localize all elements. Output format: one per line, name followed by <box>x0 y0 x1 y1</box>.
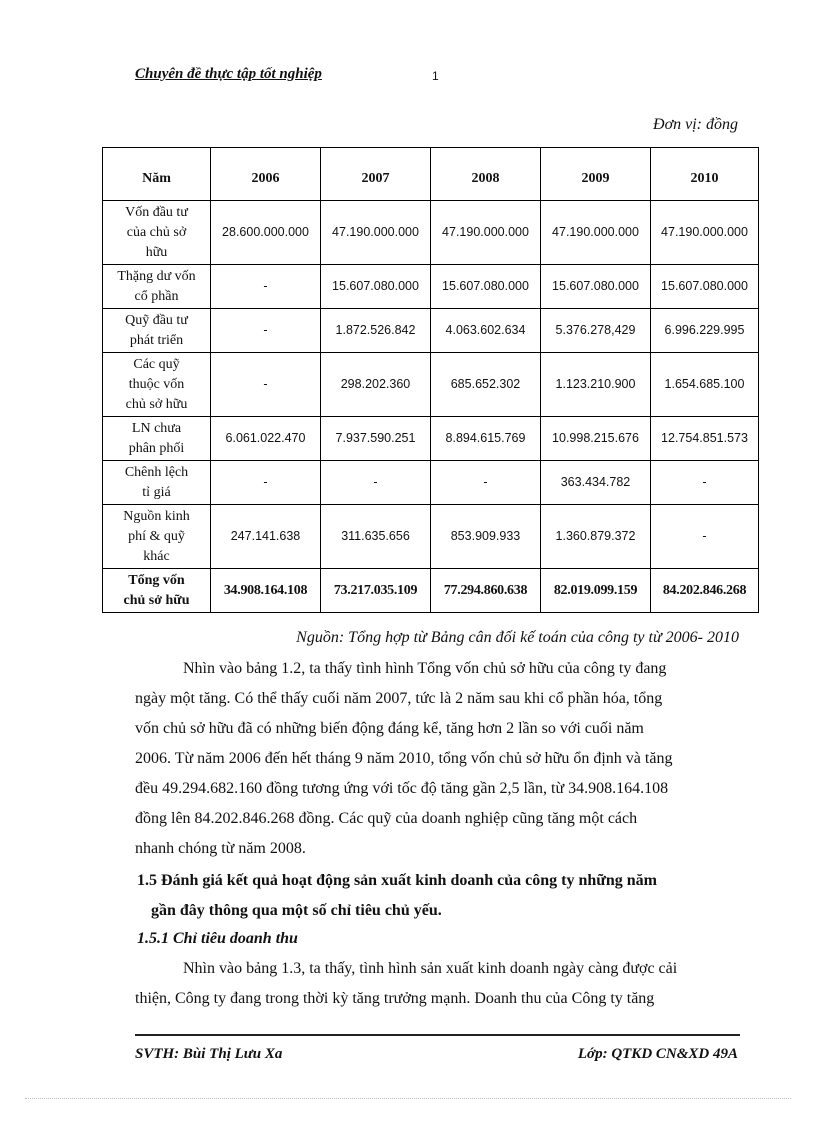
unit-label: Đơn vị: đồng <box>653 116 738 133</box>
row-label: Các quỹ thuộc vốn chủ sở hữu <box>103 353 211 417</box>
footer-divider <box>135 1034 740 1036</box>
header-year: 2009 <box>541 148 651 201</box>
table-cell: 363.434.782 <box>541 461 651 505</box>
table-cell: 7.937.590.251 <box>321 417 431 461</box>
table-cell: - <box>211 265 321 309</box>
table-cell: 47.190.000.000 <box>321 201 431 265</box>
table-cell: 34.908.164.108 <box>211 569 321 613</box>
row-label: LN chưa phân phối <box>103 417 211 461</box>
table-row <box>103 417 759 461</box>
table-cell: 853.909.933 <box>431 505 541 569</box>
table-cell: 15.607.080.000 <box>651 265 759 309</box>
table-cell: - <box>211 309 321 353</box>
table-cell: 8.894.615.769 <box>431 417 541 461</box>
table-total-row <box>103 569 759 613</box>
paragraph-equity-analysis: Nhìn vào bảng 1.2, ta thấy tình hình Tổng vốn chủ sở hữu của công ty đang ngày một tăng. Có thể thấy cuối năm 2007, tức là 2 năm sau khi cổ phần hóa, tổng vốn chủ sở hữu đã có những biến động đáng kể, tăng hơn 2 lần so với cuối năm 2006. Từ năm 2006 đến hết tháng 9 năm 2010, tổng vốn chủ sở hữu ổn định và tăng đều 49.294.682.160 đồng tương ứng với tốc độ tăng gần 2,5 lần, từ 34.908.164.108 đồng lên 84.202.846.268 đồng. Các quỹ của doanh nghiệp cũng tăng một cách nhanh chóng từ năm 2008. <box>135 660 673 857</box>
table-cell: 4.063.602.634 <box>431 309 541 353</box>
table-header-row <box>103 148 759 201</box>
table-cell: - <box>211 353 321 417</box>
table-cell: 15.607.080.000 <box>431 265 541 309</box>
page-bottom-divider <box>25 1098 791 1099</box>
table-cell: 77.294.860.638 <box>431 569 541 613</box>
row-label: Thặng dư vốn cổ phần <box>103 265 211 309</box>
table-row <box>103 505 759 569</box>
table-cell: 685.652.302 <box>431 353 541 417</box>
table-row <box>103 461 759 505</box>
row-label: Chênh lệch tỉ giá <box>103 461 211 505</box>
table-row <box>103 201 759 265</box>
table-row <box>103 265 759 309</box>
table-cell: 1.872.526.842 <box>321 309 431 353</box>
table-cell: 1.654.685.100 <box>651 353 759 417</box>
row-label: Nguồn kinh phí & quỹ khác <box>103 505 211 569</box>
paragraph-revenue: Nhìn vào bảng 1.3, ta thấy, tình hình sản xuất kinh doanh ngày càng được cải thiện, Công ty đang trong thời kỳ tăng trưởng mạnh. Doanh thu của Công ty tăng <box>135 960 678 1007</box>
table-row <box>103 353 759 417</box>
table-cell: 47.190.000.000 <box>431 201 541 265</box>
table-cell: - <box>651 461 759 505</box>
table-cell: 47.190.000.000 <box>651 201 759 265</box>
table-source-note: Nguồn: Tổng hợp từ Bảng cân đối kế toán của công ty từ 2006- 2010 <box>296 629 739 646</box>
subsection-heading: 1.5.1 Chỉ tiêu doanh thu <box>137 930 298 947</box>
table-cell: 12.754.851.573 <box>651 417 759 461</box>
page-header <box>135 66 740 88</box>
table-cell: 298.202.360 <box>321 353 431 417</box>
table-cell: 73.217.035.109 <box>321 569 431 613</box>
table-cell: 311.635.656 <box>321 505 431 569</box>
table-cell: 10.998.215.676 <box>541 417 651 461</box>
table-cell: 1.360.879.372 <box>541 505 651 569</box>
table-row <box>103 309 759 353</box>
document-title: Chuyên đề thực tập tốt nghiệp <box>135 66 322 82</box>
table-cell: 47.190.000.000 <box>541 201 651 265</box>
table-cell: 6.996.229.995 <box>651 309 759 353</box>
header-year: 2010 <box>651 148 759 201</box>
table-cell: 84.202.846.268 <box>651 569 759 613</box>
table-cell: 247.141.638 <box>211 505 321 569</box>
table-cell: - <box>431 461 541 505</box>
table-cell: - <box>321 461 431 505</box>
table-cell: 5.376.278,429 <box>541 309 651 353</box>
row-label: Tổng vốn chủ sở hữu <box>103 569 211 613</box>
header-year-label: Năm <box>103 148 211 201</box>
footer-class: Lớp: QTKD CN&XD 49A <box>577 1046 738 1062</box>
page-number: 1 <box>432 69 439 83</box>
table-cell: 28.600.000.000 <box>211 201 321 265</box>
section-heading: 1.5 Đánh giá kết quả hoạt động sản xuất kinh doanh của công ty những năm gần đây thông qua một số chỉ tiêu chủ yếu. <box>137 872 657 919</box>
row-label: Quỹ đầu tư phát triển <box>103 309 211 353</box>
row-label: Vốn đầu tư của chủ sở hữu <box>103 201 211 265</box>
table-cell: 15.607.080.000 <box>321 265 431 309</box>
table-cell: 1.123.210.900 <box>541 353 651 417</box>
footer-student: SVTH: Bùi Thị Lưu Xa <box>135 1046 283 1062</box>
equity-table <box>102 147 759 613</box>
header-year: 2007 <box>321 148 431 201</box>
table-cell: 82.019.099.159 <box>541 569 651 613</box>
header-year: 2006 <box>211 148 321 201</box>
table-cell: 15.607.080.000 <box>541 265 651 309</box>
table-cell: - <box>651 505 759 569</box>
header-year: 2008 <box>431 148 541 201</box>
table-cell: 6.061.022.470 <box>211 417 321 461</box>
table-cell: - <box>211 461 321 505</box>
